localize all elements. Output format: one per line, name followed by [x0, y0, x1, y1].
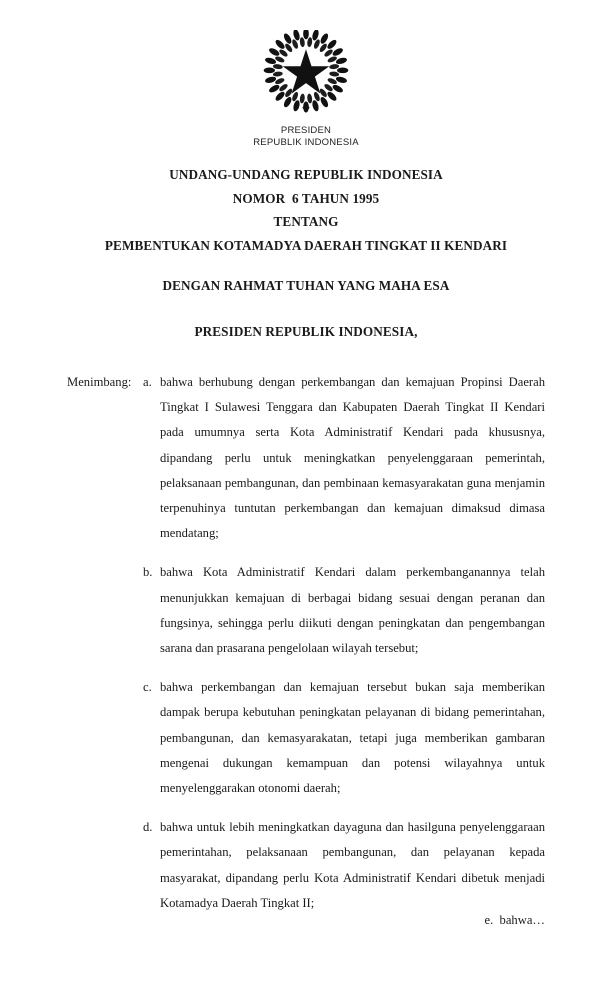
title-line-law-type: UNDANG-UNDANG REPUBLIK INDONESIA	[169, 167, 443, 182]
indonesia-presidential-seal-icon	[260, 30, 352, 118]
consideration-item-c	[67, 675, 545, 801]
emblem-block	[0, 30, 612, 148]
item-text-d: bahwa untuk lebih meningkatkan dayaguna dan hasilguna penyelenggaraan pemerintahan, pelaksanaan pembangunan, dan pelayanan kepada masyarakat, dipandang perlu Kota Administratif Kendari dibetuk menjadi Kotamadya Daerah Tingkat II;	[160, 820, 545, 910]
title-line-number-year: NOMOR 6 TAHUN 1995	[232, 190, 380, 206]
document-title-block	[0, 163, 612, 257]
emblem-caption	[0, 125, 612, 148]
emblem-caption-line-1: PRESIDEN	[280, 125, 332, 136]
consideration-item-b	[67, 560, 545, 661]
item-text-b: bahwa Kota Administratif Kendari dalam perkembanganannya telah menunjukkan kemajuan di berbagai bidang sesuai dengan peranan dan fungsinya, sehingga perlu diikuti dengan peningkatan dan pengembangan sarana dan prasarana pengelolaan wilayah tersebut;	[160, 565, 545, 656]
authority-line: PRESIDEN REPUBLIK INDONESIA,	[194, 324, 418, 339]
considerations-block	[67, 370, 545, 916]
page-catchword: e. bahwa…	[484, 913, 545, 927]
emblem-caption-line-2: REPUBLIK INDONESIA	[253, 136, 359, 148]
item-text-c: bahwa perkembangan dan kemajuan tersebut bukan saja memberikan dampak berupa kebutuhan peningkatan pelayanan di bidang pemerintahan, pembangunan, dan kemasyarakatan, tetapi juga memberikan gambaran mengenai dukungan kemampuan dan potensi wilayahnya untuk menyelenggarakan otonomi daerah;	[160, 680, 545, 796]
item-marker-c: c.	[143, 680, 152, 695]
title-line-about: TENTANG	[273, 214, 339, 229]
consideration-item-d	[67, 815, 545, 916]
title-line-subject: PEMBENTUKAN KOTAMADYA DAERAH TINGKAT II KENDARI	[104, 237, 508, 253]
item-marker-a: a.	[143, 375, 152, 389]
item-text-a: bahwa berhubung dengan perkembangan dan kemajuan Propinsi Daerah Tingkat I Sulawesi Tenggara dan Kabupaten Daerah Tingkat II Kendari pada umumnya serta Kota Administratif Kendari pada khususnya, dipandang perlu untuk meningkatkan penyelenggaraan pemerintah, pelaksanaan pembangunan, dan pembinaan kemasyarakatan guna menjamin terpenuhinya tuntutan perkembangan dan kemajuan dimaksud dimasa mendatang;	[160, 375, 545, 541]
considerations-label: Menimbang:	[67, 375, 132, 389]
blessing-line: DENGAN RAHMAT TUHAN YANG MAHA ESA	[162, 278, 450, 293]
item-marker-b: b.	[143, 565, 153, 580]
consideration-item-a	[67, 370, 545, 546]
item-marker-d: d.	[143, 820, 153, 835]
